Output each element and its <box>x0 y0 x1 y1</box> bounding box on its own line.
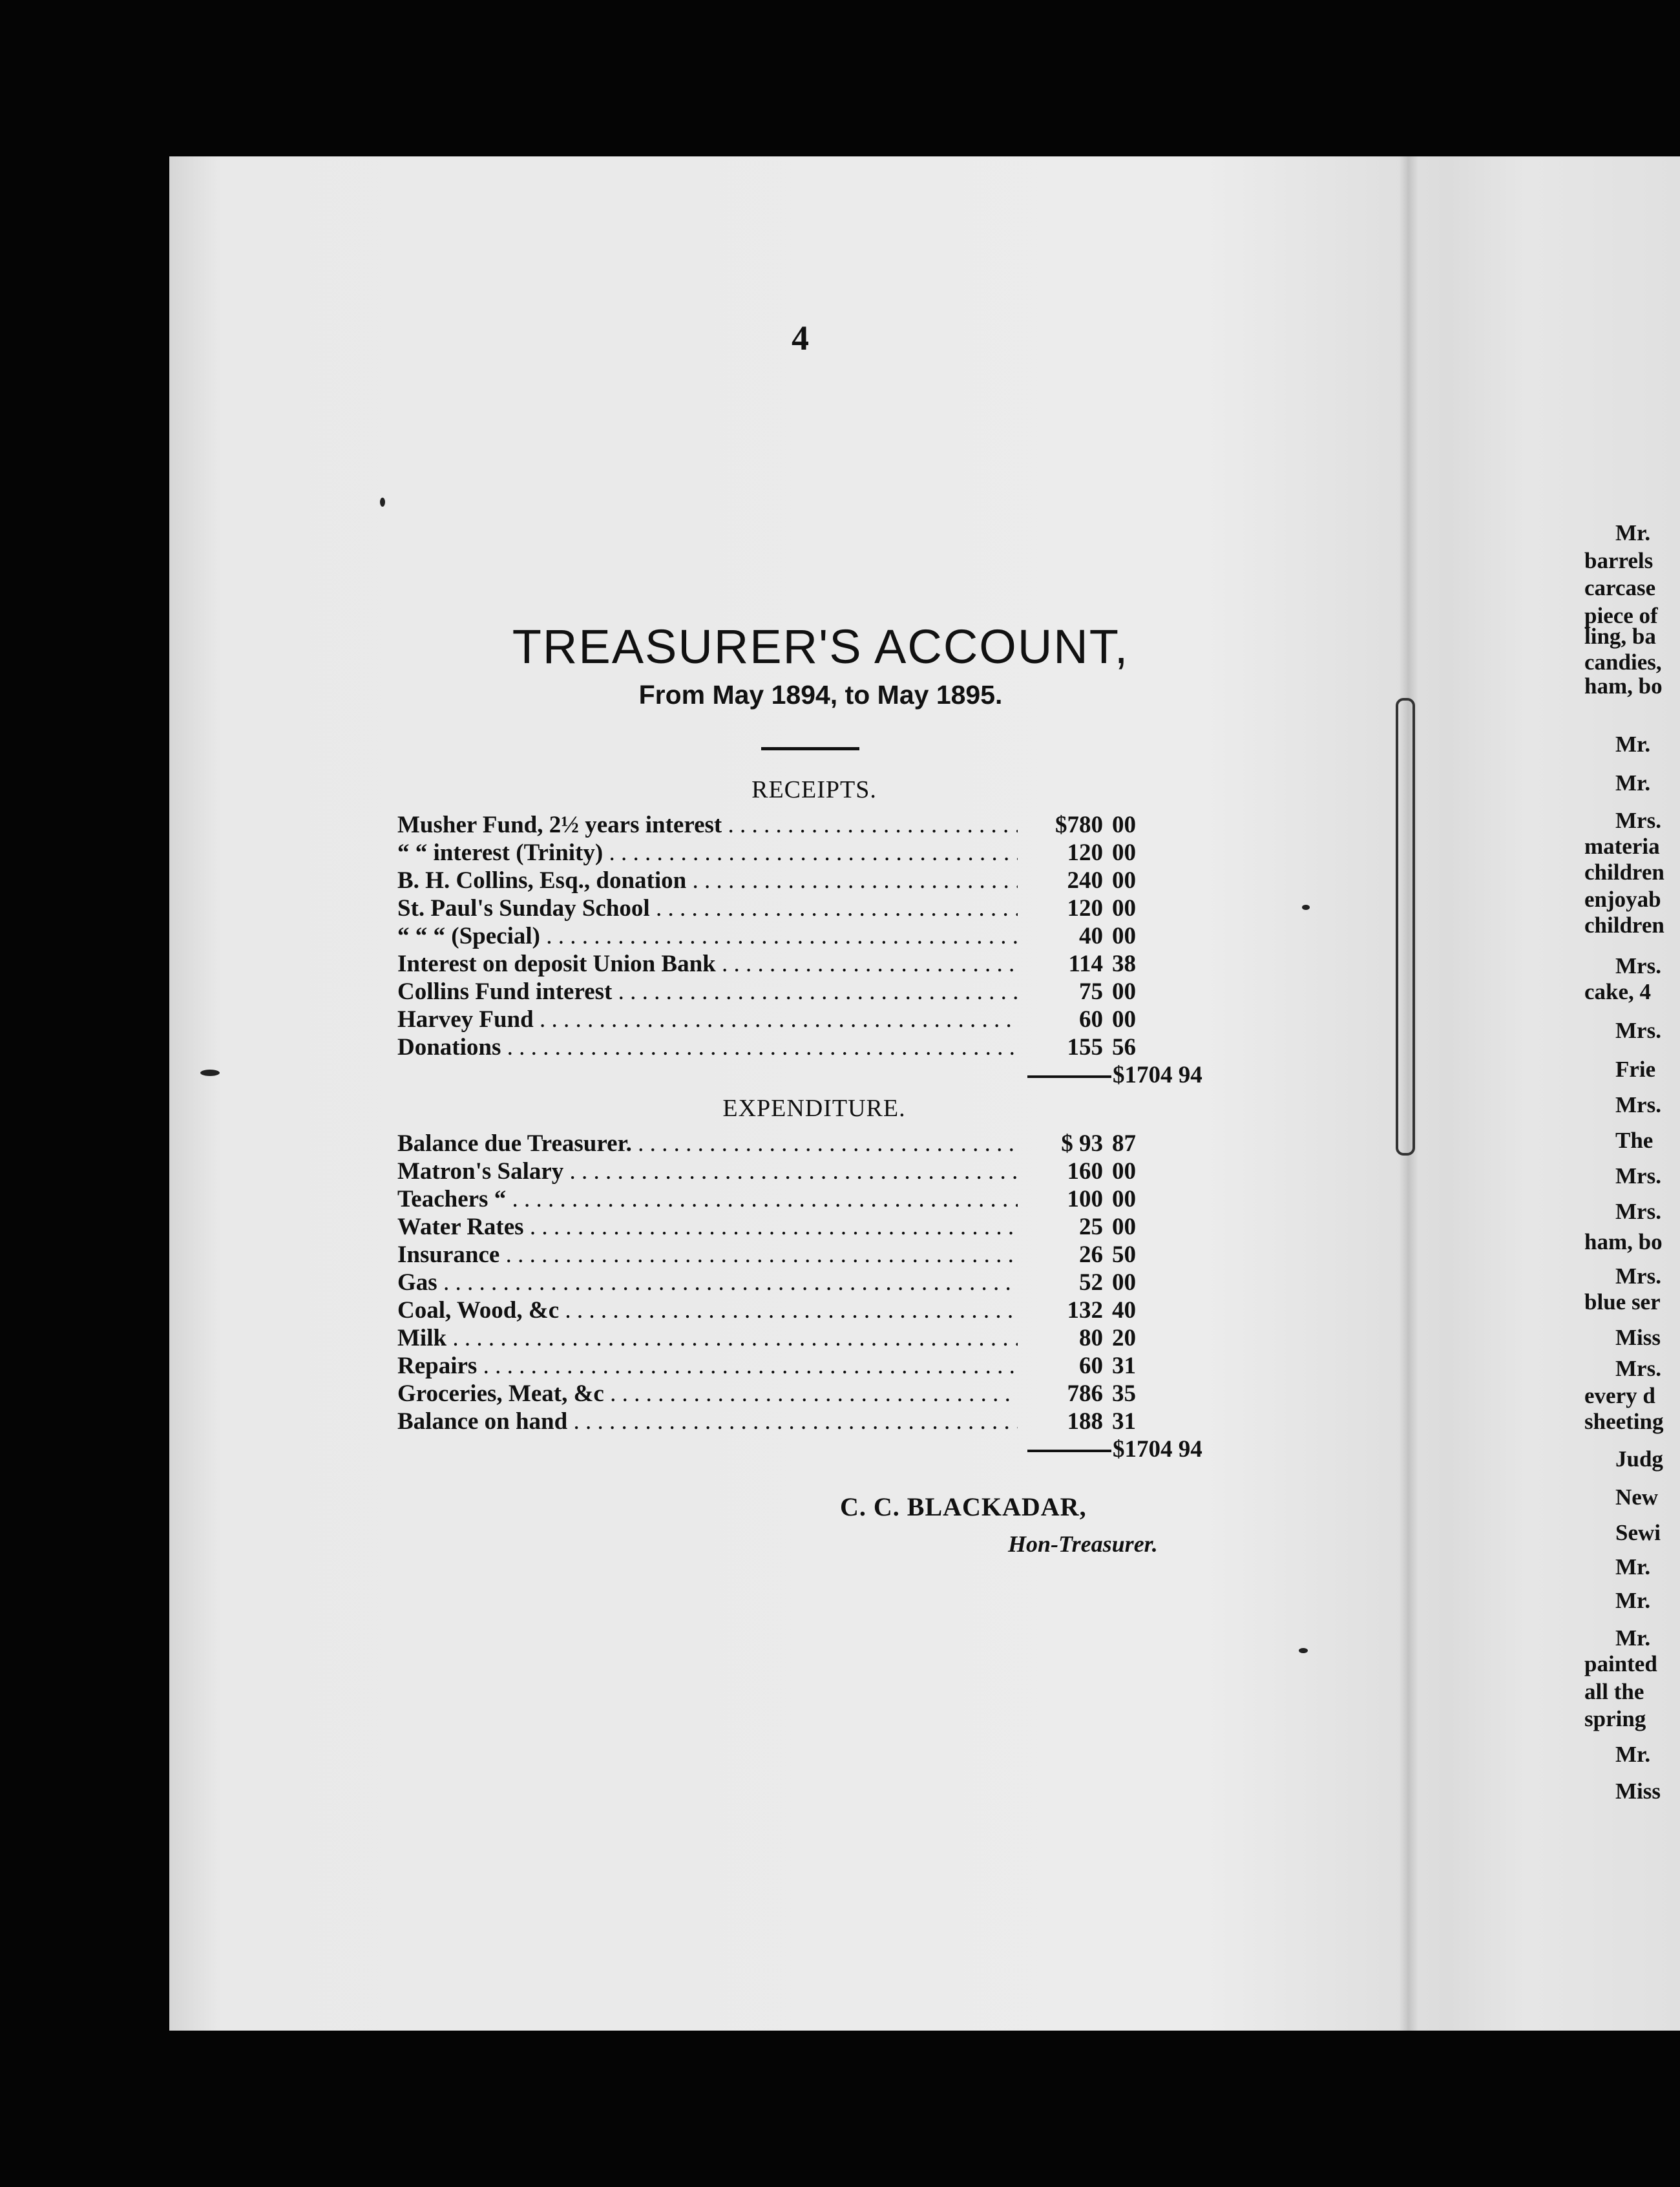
line-item-cents: 31 <box>1112 1353 1136 1379</box>
expenditure-row <box>397 1157 1218 1185</box>
facing-page-text: Judg <box>1615 1446 1663 1472</box>
receipts-heading: RECEIPTS. <box>751 776 877 803</box>
line-item-label: Insurance . . . <box>397 1241 1018 1269</box>
line-item-cents: 00 <box>1112 1214 1136 1240</box>
binding-mark <box>1396 698 1415 1156</box>
receipts-row <box>397 839 1218 867</box>
expenditure-row <box>397 1408 1218 1435</box>
facing-page-text: Mrs. <box>1615 1199 1661 1224</box>
facing-page-column <box>1584 0 1680 2187</box>
expenditure-row <box>397 1241 1218 1269</box>
line-item-cents: 20 <box>1112 1325 1136 1351</box>
facing-page-text: ham, bo <box>1584 1229 1663 1254</box>
line-item-dollars: 80 <box>1079 1325 1103 1351</box>
facing-page-text: Mr. <box>1615 1625 1651 1651</box>
line-item-cents: 00 <box>1112 1006 1136 1033</box>
expenditure-row <box>397 1324 1218 1352</box>
facing-page-text: Mrs. <box>1615 1163 1661 1189</box>
facing-page-text: candies, <box>1584 650 1662 675</box>
line-item-dollars: 40 <box>1079 923 1103 949</box>
line-item-dollars: 26 <box>1079 1241 1103 1268</box>
line-item-label: Matron's Salary . . . <box>397 1157 1018 1185</box>
facing-page-text: Mrs. <box>1615 1092 1661 1117</box>
facing-page-text: Sewi <box>1615 1520 1661 1545</box>
treasurer-title: Hon-Treasurer. <box>1008 1531 1158 1557</box>
receipts-row <box>397 978 1218 1006</box>
receipts-row <box>397 922 1218 950</box>
expenditure-row <box>397 1352 1218 1380</box>
line-item-label: “ “ “ (Special) . . . <box>397 922 1018 950</box>
title-rule <box>761 747 859 750</box>
receipts-row <box>397 811 1218 839</box>
facing-page-text: ham, bo <box>1584 673 1663 699</box>
line-item-dollars: 60 <box>1079 1353 1103 1379</box>
facing-page-text: Mr. <box>1615 770 1651 796</box>
line-item-label: Groceries, Meat, &c . . . <box>397 1380 1018 1408</box>
line-item-cents: 00 <box>1112 812 1136 838</box>
facing-page-text: Mr. <box>1615 1554 1651 1580</box>
line-item-dollars: 75 <box>1079 978 1103 1005</box>
line-item-cents: 50 <box>1112 1241 1136 1268</box>
line-item-cents: 00 <box>1112 1158 1136 1185</box>
expenditure-row <box>397 1296 1218 1324</box>
line-item-dollars: 100 <box>1067 1186 1103 1212</box>
line-item-dollars: 188 <box>1067 1408 1103 1435</box>
line-item-cents: 00 <box>1112 923 1136 949</box>
facing-page-text: carcase <box>1584 575 1656 600</box>
ink-speck <box>1302 905 1310 910</box>
line-item-dollars: 786 <box>1067 1380 1103 1407</box>
facing-page-text: spring <box>1584 1706 1646 1731</box>
line-item-cents: 00 <box>1112 978 1136 1005</box>
page-sheet <box>169 156 1680 2031</box>
line-item-label: Coal, Wood, &c . . . <box>397 1296 1018 1324</box>
line-item-cents: 35 <box>1112 1380 1136 1407</box>
facing-page-text: every d <box>1584 1383 1655 1408</box>
line-item-cents: 00 <box>1112 1186 1136 1212</box>
line-item-dollars: $ 93 <box>1061 1130 1103 1157</box>
ink-speck <box>380 498 385 507</box>
expenditure-row <box>397 1269 1218 1296</box>
line-item-label: Collins Fund interest . . . <box>397 978 1018 1006</box>
facing-page-text: New <box>1615 1484 1659 1510</box>
line-item-cents: 87 <box>1112 1130 1136 1157</box>
expenditure-ledger <box>397 1130 1218 1435</box>
facing-page-text: piece of <box>1584 603 1658 628</box>
facing-page-text: cake, 4 <box>1584 979 1652 1004</box>
expenditure-row <box>397 1130 1218 1157</box>
receipts-ledger <box>397 811 1218 1061</box>
line-item-cents: 31 <box>1112 1408 1136 1435</box>
line-item-cents: 00 <box>1112 895 1136 922</box>
expenditure-row <box>397 1185 1218 1213</box>
line-item-cents: 56 <box>1112 1034 1136 1061</box>
line-item-label: Balance on hand . . . <box>397 1408 1018 1435</box>
line-item-cents: 40 <box>1112 1297 1136 1324</box>
receipts-row <box>397 867 1218 894</box>
line-item-dollars: 160 <box>1067 1158 1103 1185</box>
page-number: 4 <box>792 319 809 357</box>
facing-page-text: Mrs. <box>1615 1356 1661 1381</box>
line-item-label: Gas . . . <box>397 1269 1018 1296</box>
facing-page-text: sheeting <box>1584 1409 1664 1434</box>
facing-page-text: Mr. <box>1615 1588 1651 1613</box>
line-item-label: Interest on deposit Union Bank . . . <box>397 950 1018 978</box>
facing-page-text: Frie <box>1615 1057 1656 1082</box>
facing-page-text: Mr. <box>1615 732 1651 757</box>
expenditure-total-amount: $1704 94 <box>1113 1436 1202 1463</box>
facing-page-text: Mrs. <box>1615 953 1661 978</box>
ink-speck <box>200 1070 220 1076</box>
line-item-label: Balance due Treasurer. . . . <box>397 1130 1018 1157</box>
line-item-dollars: 155 <box>1067 1034 1103 1061</box>
line-item-dollars: 120 <box>1067 895 1103 922</box>
line-item-label: Repairs . . . <box>397 1352 1018 1380</box>
facing-page-text: painted <box>1584 1651 1657 1676</box>
line-item-label: Donations . . . <box>397 1033 1018 1061</box>
facing-page-text: children <box>1584 913 1664 938</box>
account-title: TREASURER'S ACCOUNT, <box>512 620 1129 673</box>
line-item-cents: 00 <box>1112 867 1136 894</box>
line-item-label: B. H. Collins, Esq., donation . . . <box>397 867 1018 894</box>
total-rule <box>1027 1450 1111 1452</box>
facing-page-text: Mrs. <box>1615 1018 1661 1043</box>
line-item-dollars: 60 <box>1079 1006 1103 1033</box>
facing-page-text: all the <box>1584 1679 1644 1704</box>
line-item-label: Harvey Fund . . . <box>397 1006 1018 1033</box>
facing-page-text: Mr. <box>1615 520 1651 545</box>
receipts-total-amount: $1704 94 <box>1113 1062 1202 1088</box>
ink-speck <box>1299 1648 1308 1653</box>
receipts-row <box>397 950 1218 978</box>
facing-page-text: materia <box>1584 834 1660 859</box>
expenditure-row <box>397 1380 1218 1408</box>
line-item-cents: 38 <box>1112 951 1136 977</box>
line-item-label: Teachers “ . . . <box>397 1185 1018 1213</box>
line-item-dollars: 120 <box>1067 840 1103 866</box>
facing-page-text: Miss <box>1615 1779 1661 1804</box>
treasurer-name: C. C. BLACKADAR, <box>840 1492 1087 1521</box>
line-item-dollars: 132 <box>1067 1297 1103 1324</box>
receipts-row <box>397 894 1218 922</box>
expenditure-row <box>397 1213 1218 1241</box>
line-item-dollars: 240 <box>1067 867 1103 894</box>
line-item-label: Musher Fund, 2½ years interest . . . <box>397 811 1018 839</box>
line-item-cents: 00 <box>1112 1269 1136 1296</box>
facing-page-text: barrels <box>1584 548 1654 573</box>
line-item-label: St. Paul's Sunday School . . . <box>397 894 1018 922</box>
line-item-dollars: $780 <box>1055 812 1103 838</box>
line-item-dollars: 52 <box>1079 1269 1103 1296</box>
line-item-label: Milk . . . <box>397 1324 1018 1352</box>
facing-page-text: enjoyab <box>1584 887 1661 912</box>
facing-page-text: Mr. <box>1615 1742 1651 1767</box>
account-period: From May 1894, to May 1895. <box>638 680 1003 710</box>
line-item-cents: 00 <box>1112 840 1136 866</box>
facing-page-text: ling, ba <box>1584 624 1656 649</box>
facing-page-text: The <box>1615 1128 1654 1153</box>
expenditure-heading: EXPENDITURE. <box>722 1095 906 1122</box>
facing-page-text: Mrs. <box>1615 808 1661 833</box>
line-item-dollars: 25 <box>1079 1214 1103 1240</box>
line-item-label: “ “ interest (Trinity) . . . <box>397 839 1018 867</box>
receipts-row <box>397 1033 1218 1061</box>
facing-page-text: blue ser <box>1584 1289 1661 1315</box>
total-rule <box>1027 1075 1111 1078</box>
line-item-label: Water Rates . . . <box>397 1213 1018 1241</box>
facing-page-text: Mrs. <box>1615 1263 1661 1289</box>
facing-page-text: Miss <box>1615 1325 1661 1350</box>
receipts-row <box>397 1006 1218 1033</box>
facing-page-text: children <box>1584 860 1664 885</box>
line-item-dollars: 114 <box>1068 951 1103 977</box>
